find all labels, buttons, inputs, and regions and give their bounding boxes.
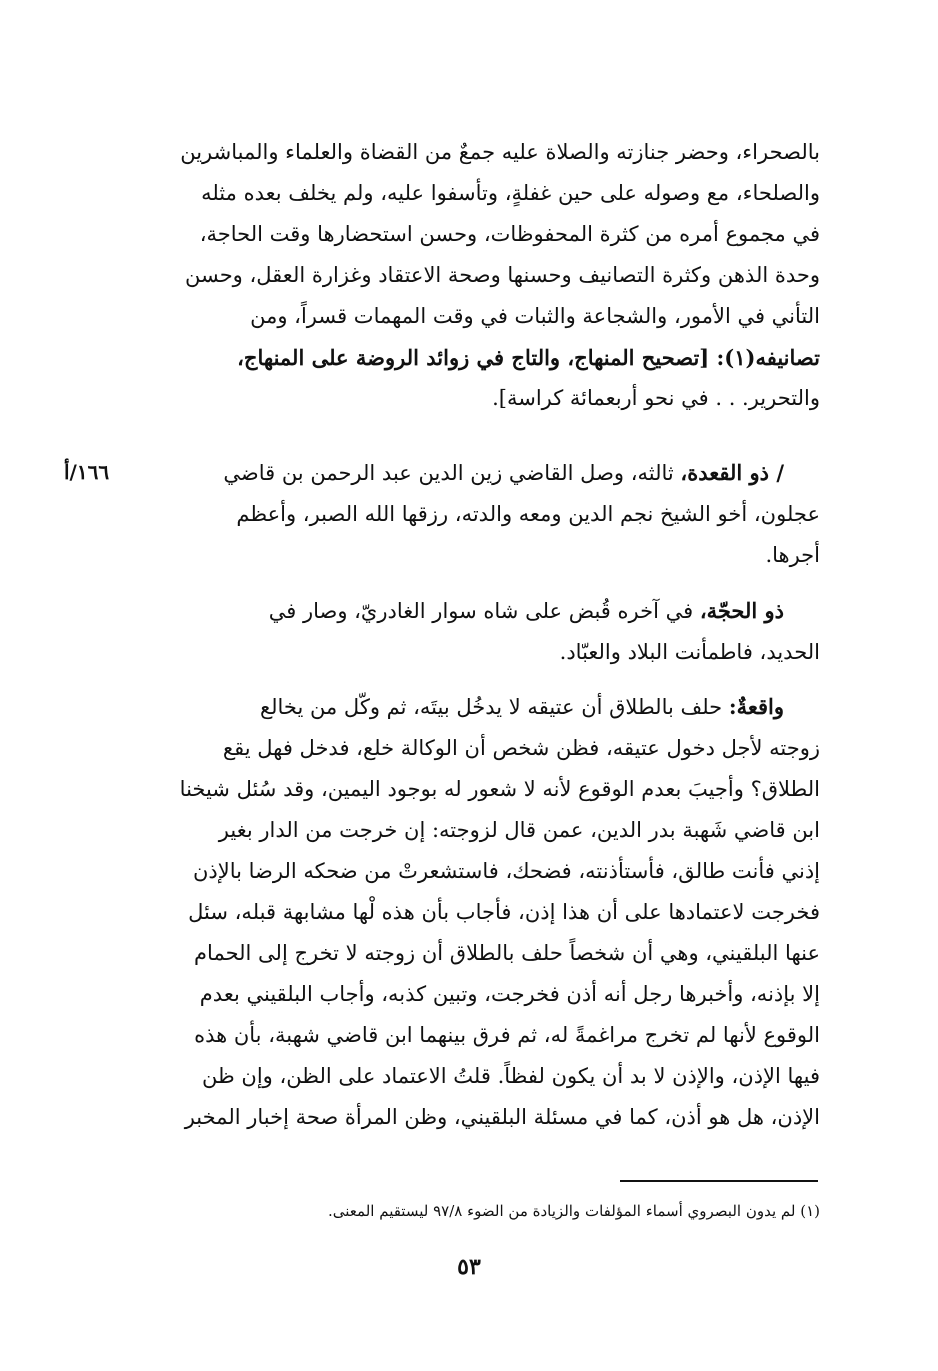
- text-run: في آخره قُبض على شاه سوار الغادريّ، وصار في: [268, 599, 700, 623]
- text-run: ثالثه، وصل القاضي زين الدين عبد الرحمن بن قاضي: [223, 461, 681, 485]
- section-heading: واقعةٌ:: [728, 694, 784, 719]
- text-line: [134, 686, 820, 728]
- page-number: ٥٣: [457, 1254, 481, 1280]
- text-run: حلف بالطلاق أن عتيقه لا يدخُل بيتَه، ثم وكّل من يخالع: [259, 695, 729, 719]
- text-line: عنها البلقيني، وهي أن شخصاً حلف بالطلاق أن زوجته لا تخرج إلى الحمام: [194, 941, 820, 965]
- paragraph-1: [134, 132, 820, 419]
- margin-folio-note: ١٦٦/أ: [64, 460, 110, 484]
- text-line: والصلحاء، مع وصوله على حين غفلةٍ، وتأسفوا عليه، ولم يخلف بعده مثله: [201, 181, 820, 205]
- text-line: [134, 452, 820, 494]
- text-line: بالصحراء، وحضر جنازته والصلاة عليه جمعٌ من القضاة والعلماء والمباشرين: [180, 140, 820, 164]
- text-line: فخرجت لاعتمادها على أن هذا إذن، فأجاب بأن هذه لْها مشابهة قبله، سئل: [188, 900, 820, 924]
- text-line: في مجموع أمره من كثرة المحفوظات، وحسن استحضارها وقت الحاجة،: [199, 222, 820, 246]
- text-line: إلا بإذنه، وأخبرها رجل أنه أذن فخرجت، وتبين كذبه، وأجاب البلقيني بعدم: [199, 982, 820, 1006]
- text-line: [134, 590, 820, 632]
- text-line: والتحرير. . . في نحو أربعمائة كراسة].: [492, 386, 820, 410]
- text-line: الإذن، هل هو أذن، كما في مسئلة البلقيني، وظن المرأة صحة إخبار المخبر: [184, 1105, 820, 1129]
- footnote-divider: [620, 1180, 818, 1182]
- text-line: زوجته لأجل دخول عتيقه، فظن شخص أن الوكالة خلع، فدخل فهل يقع: [222, 736, 820, 760]
- text-line: الطلاق؟ وأجيبَ بعدم الوقوع لأنه لا شعور له بوجود اليمين، وقد سُئل شيخنا: [179, 777, 820, 801]
- text-line: التأني في الأمور، والشجاعة والثبات في وقت المهمات قسراً، ومن: [250, 304, 820, 328]
- footnote: (١) لم يدون البصروي أسماء المؤلفات والزيادة من الضوء ٩٧/٨ ليستقيم المعنى.: [328, 1202, 820, 1220]
- text-line: ابن قاضي شَهبة بدر الدين، عمن قال لزوجته: إن خرجت من الدار بغير: [218, 818, 820, 842]
- section-heading: ذو الحجّة،: [699, 598, 784, 623]
- text-line: فيها الإذن، والإذن لا بد أن يكون لفظاً. قلتُ الاعتماد على الظن، وإن ظن: [202, 1064, 820, 1088]
- text-line: الوقوع لأنها لم تخرج مراغمةً له، ثم فرق بينهما ابن قاضي شهبة، بأن هذه: [194, 1023, 820, 1047]
- section-heading: / ذو القعدة،: [680, 460, 784, 485]
- text-line: وحدة الذهن وكثرة التصانيف وحسنها وصحة الاعتقاد وغزارة العقل، وحسن: [184, 263, 820, 287]
- text-line: الحديد، فاطمأنت البلاد والعبّاد.: [559, 640, 820, 664]
- text-line: عجلون، أخو الشيخ نجم الدين ومعه والدته، رزقها الله الصبر، وأعظم: [236, 502, 820, 526]
- text-line: أجرها.: [765, 543, 820, 567]
- paragraph-4: [134, 686, 820, 1138]
- text-line: إذني فأنت طالق، فأستأذنته، فضحك، فاستشعرتْ من ضحكه الرضا بالإذن: [192, 859, 820, 883]
- paragraph-3: [134, 590, 820, 673]
- paragraph-2: [134, 452, 820, 576]
- text-line-bold: تصانيفه(١): [تصحيح المنهاج، والتاج في زوائد الروضة على المنهاج،: [237, 345, 820, 370]
